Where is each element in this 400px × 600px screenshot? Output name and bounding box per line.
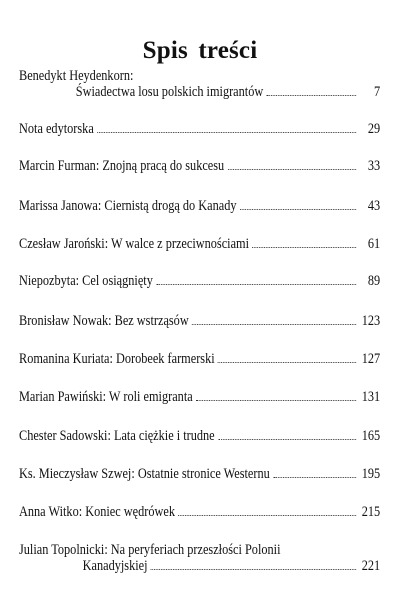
leader-dots	[240, 208, 356, 210]
toc-entry	[19, 542, 380, 574]
toc-entry	[19, 158, 380, 174]
toc-entry-page: 195	[361, 466, 381, 482]
toc-entry-title-continued: Kanadyjskiej	[82, 558, 148, 574]
toc-entry-author-title: Julian Topolnicki: Na peryferiach przeszłości Polonii	[19, 542, 281, 558]
leader-dots	[267, 94, 356, 96]
toc-entry-page: 33	[367, 158, 381, 174]
toc-entry	[19, 351, 380, 367]
toc-entry-title: Niepozbyta: Cel osiągnięty	[19, 273, 153, 289]
toc-entry-page: 127	[361, 351, 381, 367]
leader-dots	[192, 323, 356, 325]
leader-dots	[178, 514, 356, 516]
leader-dots	[156, 283, 356, 285]
leader-dots	[252, 246, 356, 248]
toc-entry-title: Bronisław Nowak: Bez wstrząsów	[19, 313, 189, 329]
leader-dots	[151, 568, 356, 570]
toc-entry-page: 215	[361, 504, 381, 520]
toc-entry-page: 43	[367, 198, 381, 214]
toc-entry-title: Chester Sadowski: Lata ciężkie i trudne	[19, 428, 215, 444]
leader-dots	[196, 399, 356, 401]
toc-entry-title: Anna Witko: Koniec wędrówek	[19, 504, 176, 520]
toc-entry-title: Świadectwa losu polskich imigrantów	[75, 84, 264, 100]
toc-entry-title: Marian Pawiński: W roli emigranta	[19, 389, 193, 405]
toc-entry	[19, 504, 380, 520]
leader-dots	[218, 361, 356, 363]
toc-entry-page: 61	[367, 236, 381, 252]
toc-entry	[19, 466, 380, 482]
leader-dots	[228, 168, 356, 170]
page-title: Spis treści	[142, 36, 258, 64]
toc-entry-title: Nota edytorska	[19, 121, 94, 137]
toc-entry-page: 123	[361, 313, 381, 329]
toc-entry-title: Ks. Mieczysław Szwej: Ostatnie stronice Westernu	[19, 466, 270, 482]
toc-entry-author: Benedykt Heydenkorn:	[19, 68, 134, 84]
toc-entry	[19, 313, 380, 329]
toc-entry-title: Marissa Janowa: Ciernistą drogą do Kanady	[19, 198, 237, 214]
leader-dots	[273, 476, 356, 478]
toc-entry-page: 89	[367, 273, 381, 289]
toc-entry	[19, 121, 380, 137]
toc-entry	[19, 236, 380, 252]
toc-entry-page: 29	[367, 121, 381, 137]
toc-entry-title: Romanina Kuriata: Dorobeek farmerski	[19, 351, 215, 367]
toc-entry-page: 131	[361, 389, 381, 405]
toc-entry-title: Czesław Jaroński: W walce z przeciwnościami	[19, 236, 250, 252]
toc-entry	[19, 198, 380, 214]
toc-entry-page: 221	[361, 558, 381, 574]
toc-entry	[19, 68, 380, 100]
toc-entry	[19, 273, 380, 289]
toc-entry-page: 165	[361, 428, 381, 444]
leader-dots	[218, 438, 356, 440]
toc-entry	[19, 389, 380, 405]
toc-entry	[19, 428, 380, 444]
toc-entry-title: Marcin Furman: Znojną pracą do sukcesu	[19, 158, 225, 174]
leader-dots	[97, 131, 356, 133]
toc-entry-page: 7	[374, 84, 381, 100]
